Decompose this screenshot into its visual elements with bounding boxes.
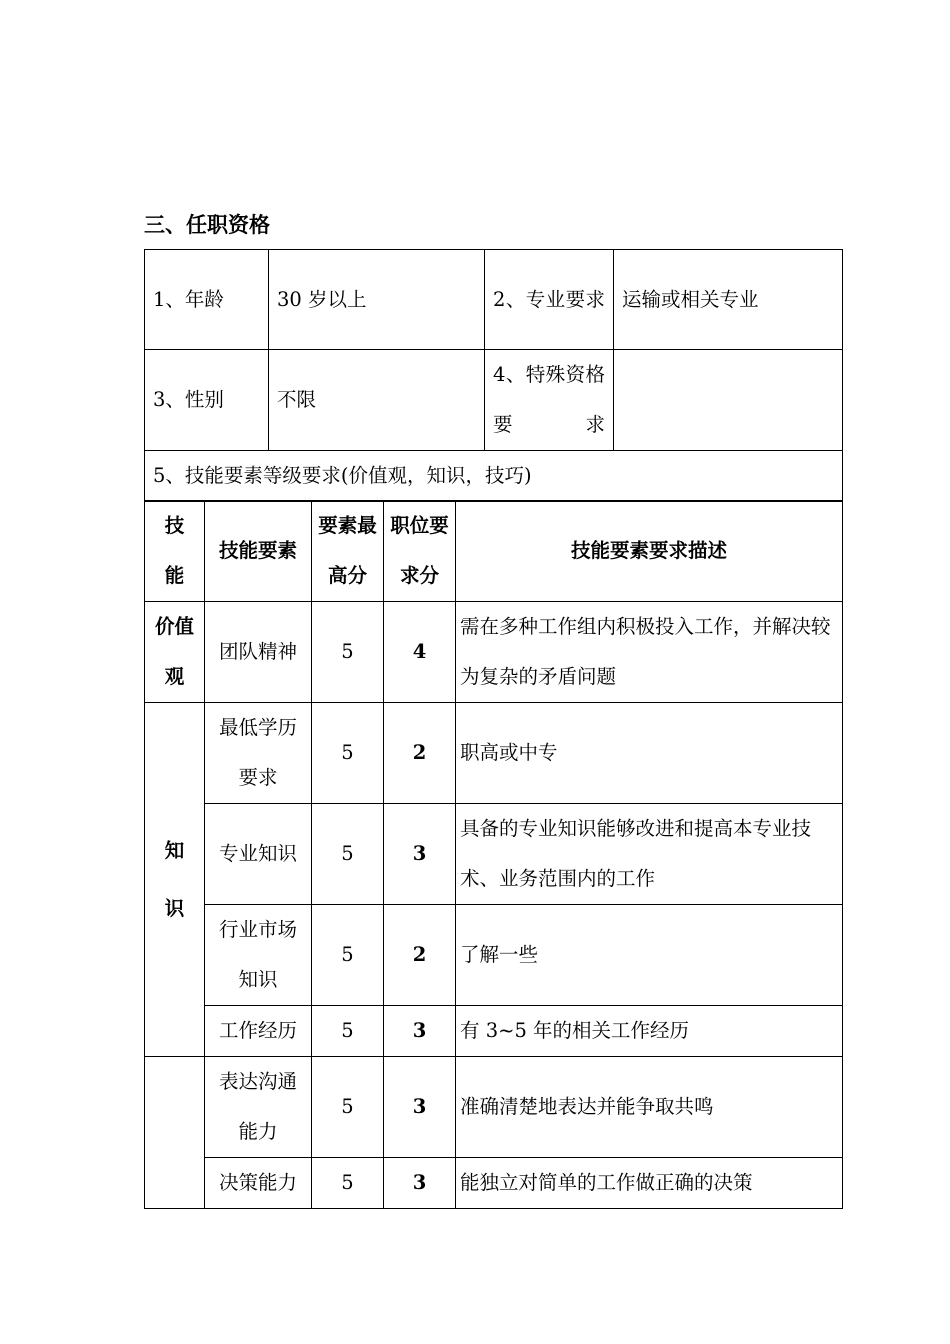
section-title: 三、任职资格 xyxy=(144,212,270,237)
element-name: 表达沟通能力 xyxy=(205,1057,312,1158)
skills-heading: 5、技能要素等级要求(价值观，知识，技巧) xyxy=(145,451,843,502)
required-score: 3 xyxy=(384,1057,456,1158)
element-name: 最低学历要求 xyxy=(205,703,312,804)
category-knowledge: 知识 xyxy=(145,703,205,1057)
special-qualification-value xyxy=(614,350,843,451)
category-abilities xyxy=(145,1057,205,1209)
special-qualification-label: 4、特殊资格要求 xyxy=(485,350,614,451)
qualification-row xyxy=(145,250,843,350)
header-description: 技能要素要求描述 xyxy=(456,501,843,602)
element-name: 工作经历 xyxy=(205,1006,312,1057)
element-name: 行业市场知识 xyxy=(205,905,312,1006)
gender-label: 3、性别 xyxy=(145,350,269,451)
header-max-score: 要素最高分 xyxy=(312,501,384,602)
max-score: 5 xyxy=(312,1057,384,1158)
element-description: 有 3~5 年的相关工作经历 xyxy=(456,1006,843,1057)
element-description: 具备的专业知识能够改进和提高本专业技术、业务范围内的工作 xyxy=(456,804,843,905)
element-description: 需在多种工作组内积极投入工作，并解决较为复杂的矛盾问题 xyxy=(456,602,843,703)
required-score: 3 xyxy=(384,1006,456,1057)
element-description: 准确清楚地表达并能争取共鸣 xyxy=(456,1057,843,1158)
header-required-score: 职位要求分 xyxy=(384,501,456,602)
skills-table xyxy=(144,500,843,1209)
category-values: 价值观 xyxy=(145,602,205,703)
max-score: 5 xyxy=(312,703,384,804)
max-score: 5 xyxy=(312,804,384,905)
qualification-row xyxy=(145,350,843,451)
max-score: 5 xyxy=(312,1158,384,1209)
major-value: 运输或相关专业 xyxy=(614,250,843,350)
element-name: 专业知识 xyxy=(205,804,312,905)
max-score: 5 xyxy=(312,905,384,1006)
element-name: 团队精神 xyxy=(205,602,312,703)
header-element: 技能要素 xyxy=(205,501,312,602)
table-row xyxy=(145,804,843,905)
element-name: 决策能力 xyxy=(205,1158,312,1209)
element-description: 能独立对简单的工作做正确的决策 xyxy=(456,1158,843,1209)
table-row xyxy=(145,1006,843,1057)
age-label: 1、年龄 xyxy=(145,250,269,350)
required-score: 3 xyxy=(384,804,456,905)
header-category: 技能 xyxy=(145,501,205,602)
required-score: 3 xyxy=(384,1158,456,1209)
qualification-table xyxy=(144,249,843,502)
required-score: 2 xyxy=(384,905,456,1006)
max-score: 5 xyxy=(312,1006,384,1057)
required-score: 4 xyxy=(384,602,456,703)
table-row xyxy=(145,602,843,703)
skills-heading-row xyxy=(145,451,843,502)
element-description: 职高或中专 xyxy=(456,703,843,804)
skills-header-row xyxy=(145,501,843,602)
major-label: 2、专业要求 xyxy=(485,250,614,350)
table-row xyxy=(145,905,843,1006)
max-score: 5 xyxy=(312,602,384,703)
age-value: 30 岁以上 xyxy=(269,250,485,350)
table-row xyxy=(145,1057,843,1158)
required-score: 2 xyxy=(384,703,456,804)
table-row xyxy=(145,703,843,804)
table-row xyxy=(145,1158,843,1209)
element-description: 了解一些 xyxy=(456,905,843,1006)
gender-value: 不限 xyxy=(269,350,485,451)
